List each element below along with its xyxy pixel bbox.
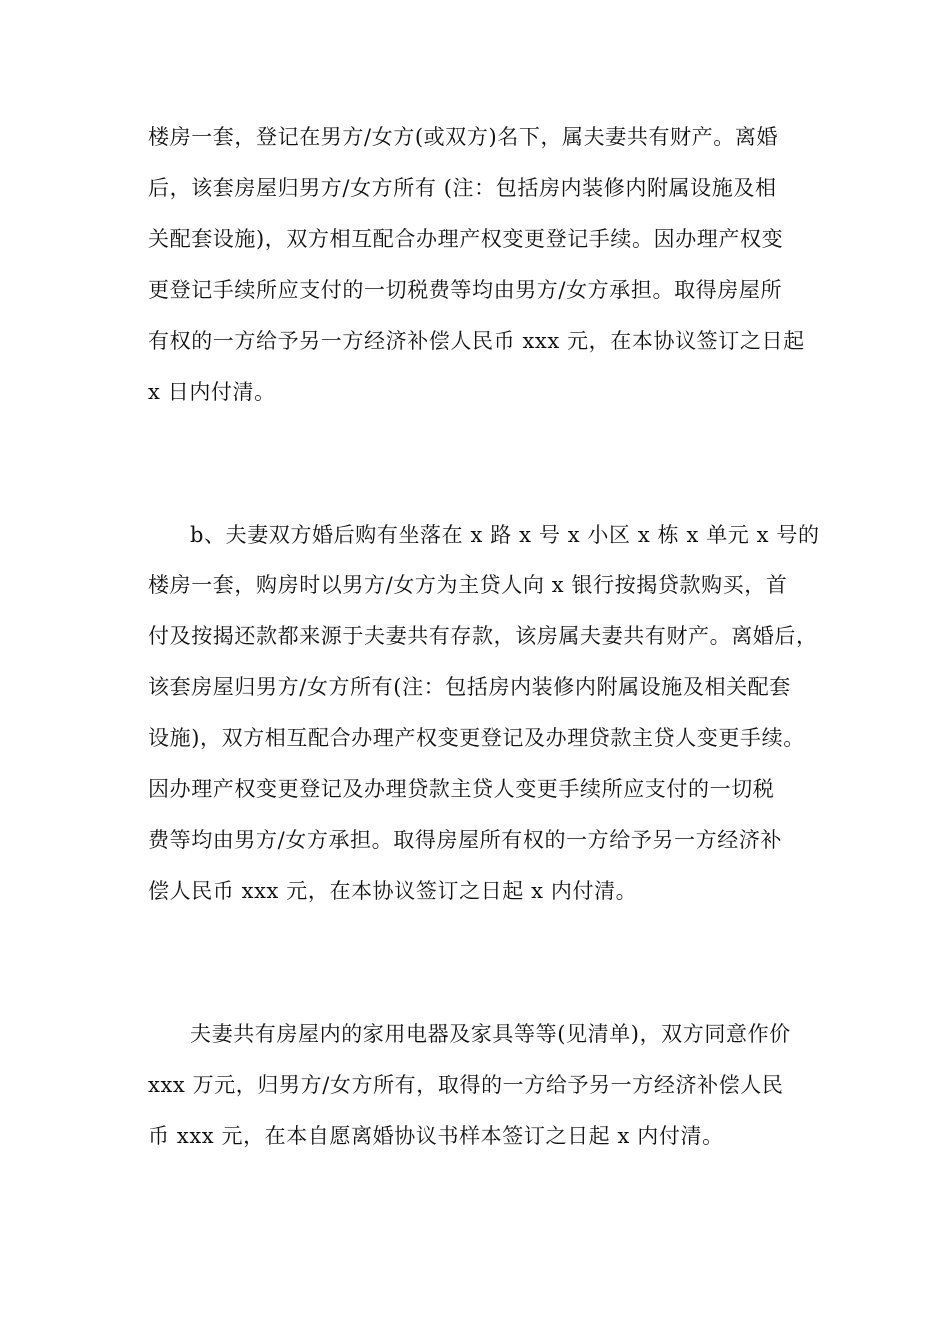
paragraph-2-line-3: 付及按揭还款都来源于夫妻共有存款，该房属夫妻共有财产。离婚后， bbox=[148, 624, 818, 648]
paragraph-1-line-6: x 日内付清。 bbox=[148, 380, 276, 404]
paragraph-1-line-4: 更登记手续所应支付的一切税费等均由男方/女方承担。取得房屋所 bbox=[148, 278, 783, 302]
paragraph-1-line-2: 后，该套房屋归男方/女方所有 (注：包括房内装修内附属设施及相 bbox=[148, 176, 777, 200]
paragraph-3-line-2: xxx 万元，归男方/女方所有，取得的一方给予另一方经济补偿人民 bbox=[148, 1073, 784, 1097]
paragraph-2-line-5: 设施)，双方相互配合办理产权变更登记及办理贷款主贷人变更手续。 bbox=[148, 726, 805, 750]
paragraph-1-line-5: 有权的一方给予另一方经济补偿人民币 xxx 元，在本协议签订之日起 bbox=[148, 329, 805, 353]
paragraph-2-line-4: 该套房屋归男方/女方所有(注：包括房内装修内附属设施及相关配套 bbox=[148, 675, 791, 699]
paragraph-2-line-6: 因办理产权变更登记及办理贷款主贷人变更手续所应支付的一切税 bbox=[148, 777, 775, 801]
paragraph-1-line-1: 楼房一套，登记在男方/女方(或双方)名下，属夫妻共有财产。离婚 bbox=[148, 125, 779, 149]
paragraph-1-line-3: 关配套设施)，双方相互配合办理产权变更登记手续。因办理产权变 bbox=[148, 227, 784, 251]
paragraph-2-line-2: 楼房一套，购房时以男方/女方为主贷人向 x 银行按揭贷款购买，首 bbox=[148, 573, 788, 597]
paragraph-3-line-3: 币 xxx 元，在本自愿离婚协议书样本签订之日起 x 内付清。 bbox=[148, 1124, 724, 1148]
paragraph-2-line-7: 费等均由男方/女方承担。取得房屋所有权的一方给予另一方经济补 bbox=[148, 828, 783, 852]
paragraph-2-line-1: b、夫妻双方婚后购有坐落在 x 路 x 号 x 小区 x 栋 x 单元 x 号的 bbox=[190, 523, 820, 547]
paragraph-2-line-8: 偿人民币 xxx 元，在本协议签订之日起 x 内付清。 bbox=[148, 879, 638, 903]
paragraph-3-line-1: 夫妻共有房屋内的家用电器及家具等等(见清单)，双方同意作价 bbox=[190, 1022, 791, 1046]
